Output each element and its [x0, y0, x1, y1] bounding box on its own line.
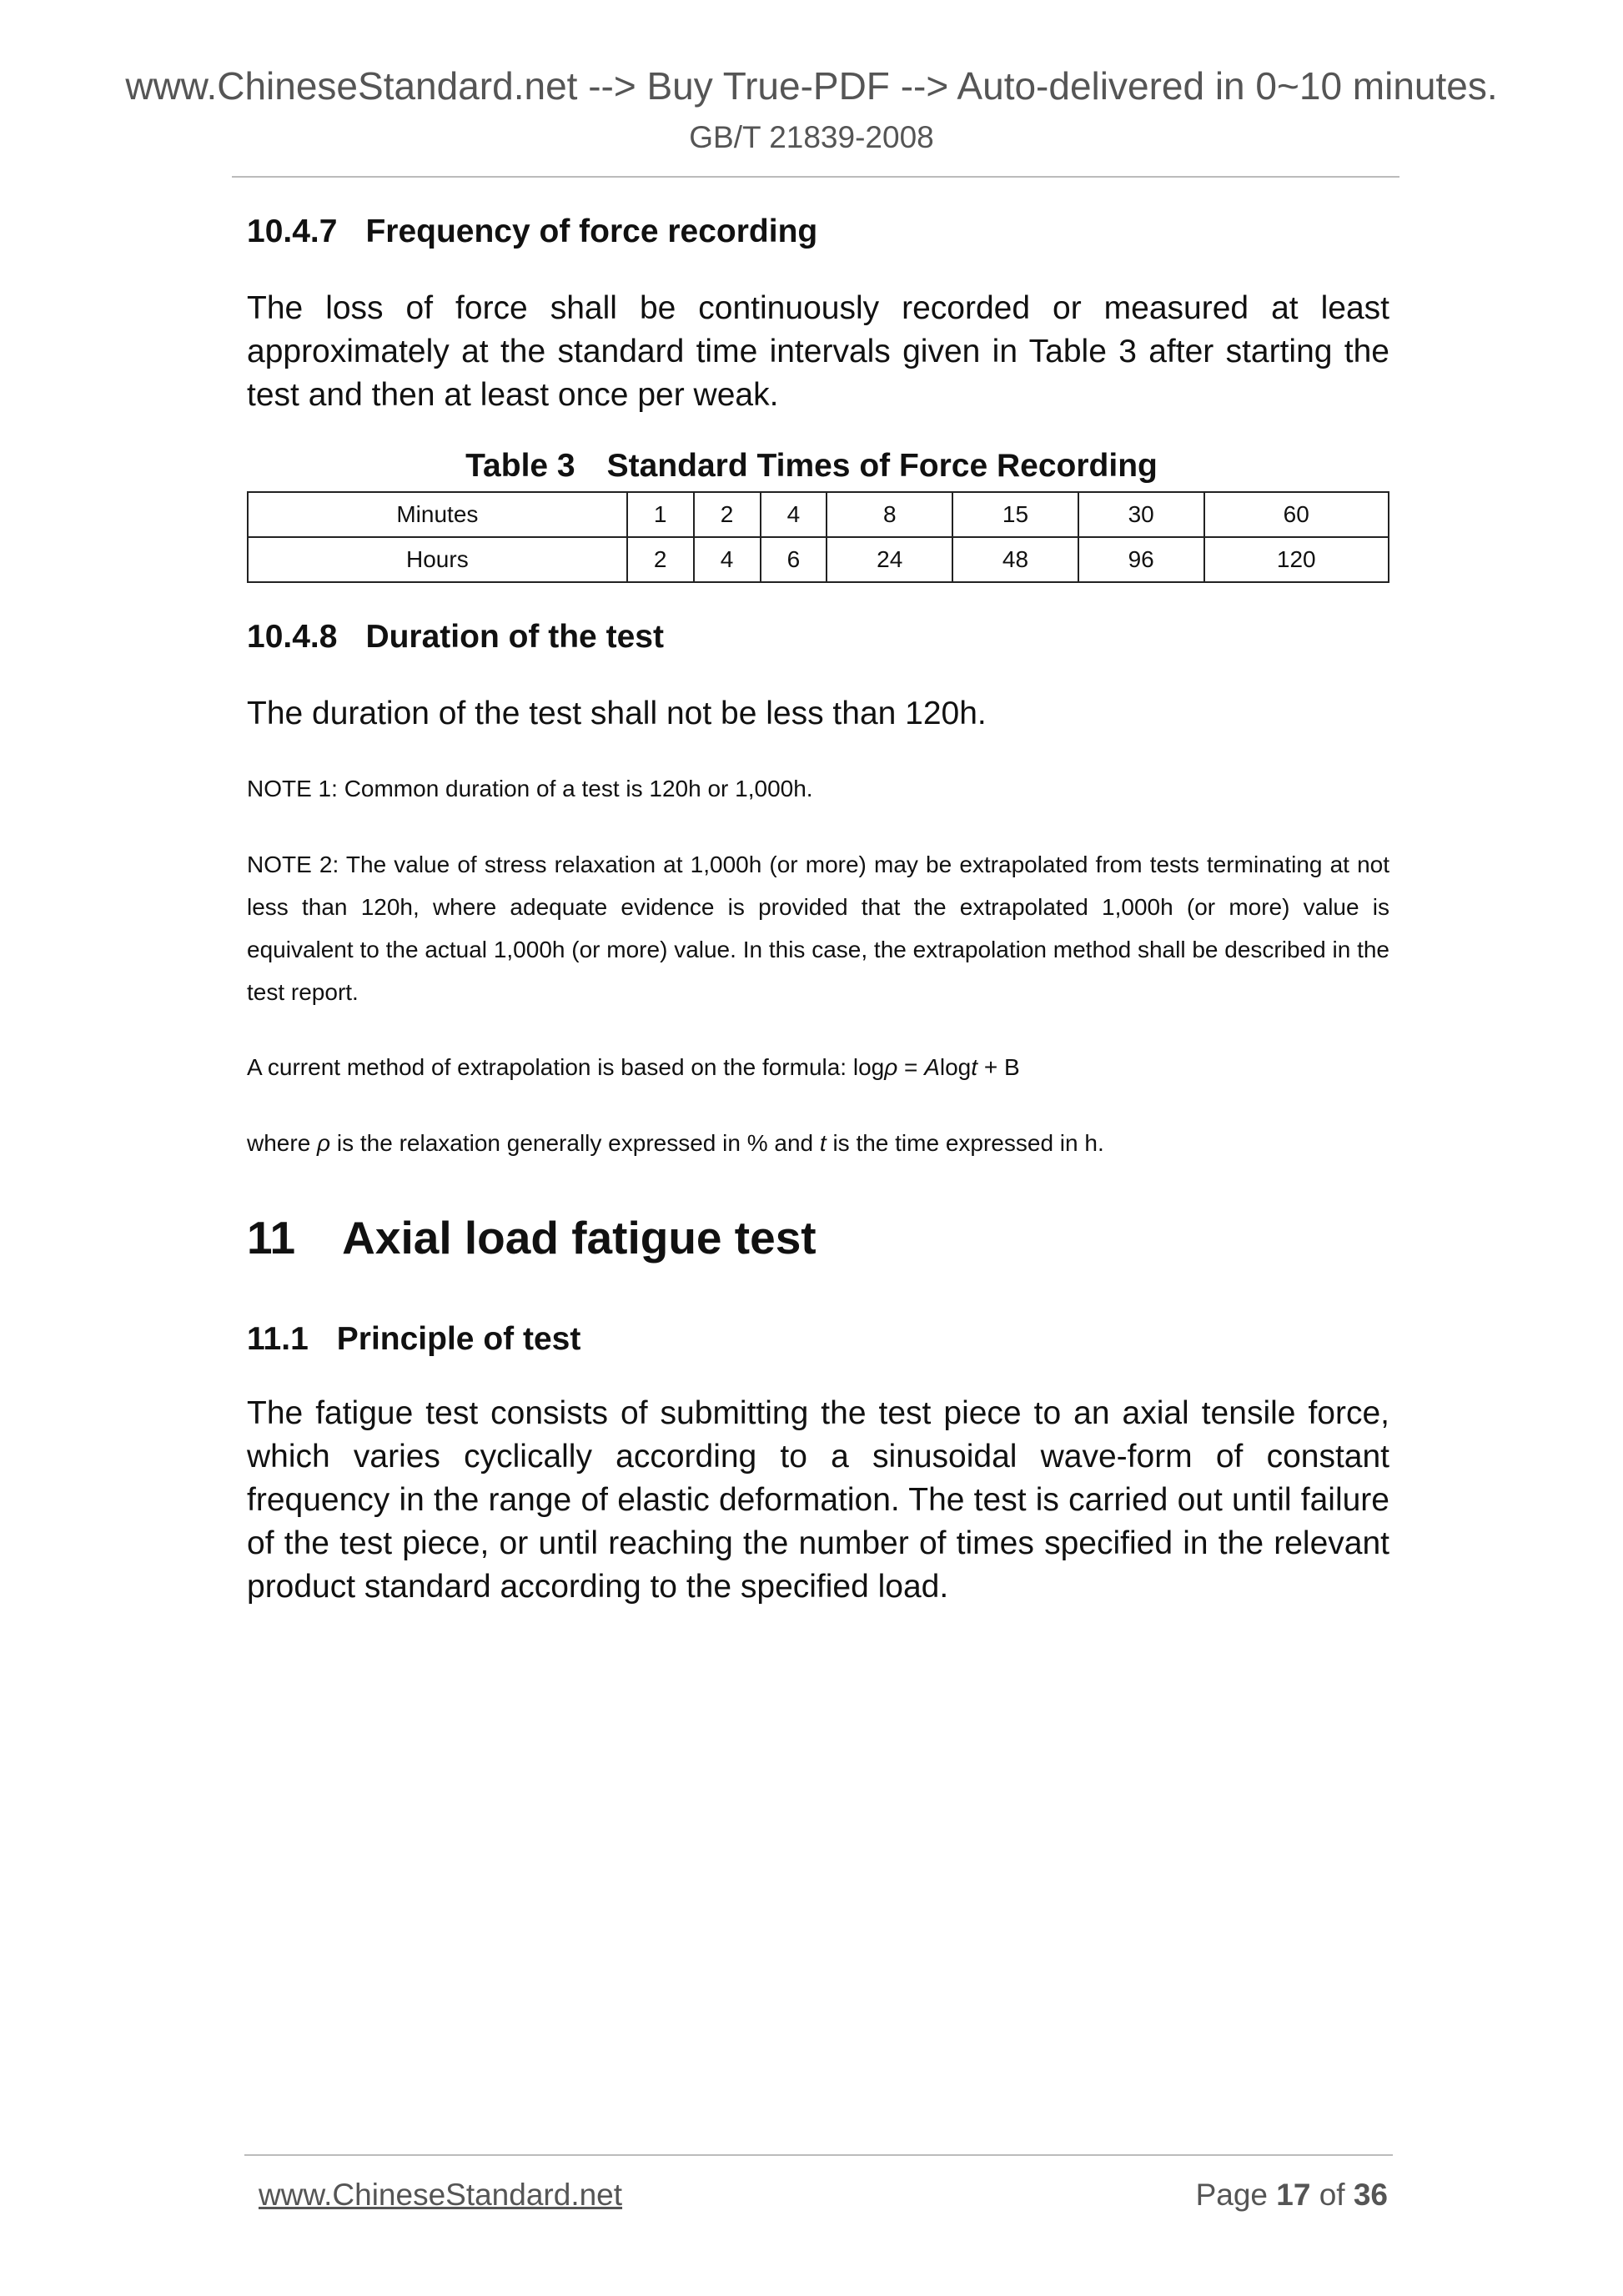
section-number: 10.4.8: [247, 619, 338, 655]
table-number: Table 3: [465, 448, 575, 484]
formula-t: t: [971, 1054, 978, 1080]
table-cell: Minutes: [248, 492, 627, 537]
table-title: Standard Times of Force Recording: [606, 448, 1158, 484]
where-text: is the time expressed in h.: [826, 1130, 1104, 1156]
table-cell: Hours: [248, 537, 627, 582]
note-2: NOTE 2: The value of stress relaxation at 1,000h (or more) may be extrapolated from tests terminating at not less than 120h, where adequate evidence is provided that the extrapolated 1,000h (or more) value is equivalent to the actual 1,000h (or more) value. In this case, the extrapolation method shall be described in the test report.: [247, 852, 1389, 1005]
formula-line: [247, 1046, 1389, 1088]
paragraph-frequency: The loss of force shall be continuously recorded or measured at least approximately at the standard time intervals given in Table 3 after starting the test and then at least once per weak.: [247, 290, 1389, 413]
formula-eq: =: [897, 1054, 925, 1080]
table-cell: 120: [1204, 537, 1389, 582]
formula-a: A: [924, 1054, 940, 1080]
table-caption: [0, 448, 1623, 485]
table-cell: 2: [694, 492, 761, 537]
heading-10-4-7: [247, 214, 817, 250]
formula-log: log: [939, 1054, 972, 1080]
table-row: [248, 492, 1389, 537]
where-rho: ρ: [317, 1130, 331, 1156]
page-of: of: [1310, 2178, 1354, 2212]
table-cell: 6: [761, 537, 827, 582]
page-number: [1196, 2178, 1388, 2213]
table-cell: 96: [1078, 537, 1204, 582]
header-divider: [232, 176, 1399, 178]
heading-10-4-8: [247, 619, 664, 656]
table-row: [248, 537, 1389, 582]
formula-intro: A current method of extrapolation is based on the formula: log: [247, 1054, 885, 1080]
page-prefix: Page: [1195, 2178, 1277, 2212]
heading-11-1: [247, 1321, 580, 1358]
section-number: 11.1: [247, 1321, 309, 1357]
section-title: Duration of the test: [365, 619, 664, 655]
header-banner: www.ChineseStandard.net --> Buy True-PDF --> Auto-delivered in 0~10 minutes.: [125, 64, 1498, 108]
where-t: t: [819, 1130, 827, 1156]
section-title: Principle of test: [336, 1321, 581, 1357]
section-title: Axial load fatigue test: [342, 1212, 817, 1264]
page-total: 36: [1353, 2178, 1388, 2212]
standard-id: GB/T 21839-2008: [689, 120, 934, 154]
where-text: where: [247, 1130, 318, 1156]
footer-site-link[interactable]: www.ChineseStandard.net: [259, 2178, 623, 2212]
table-cell: 48: [952, 537, 1078, 582]
page-current: 17: [1276, 2178, 1311, 2212]
paragraph-principle: The fatigue test consists of submitting the test piece to an axial tensile force, which varies cyclically according to a sinusoidal wave-form of constant frequency in the range of elastic deformation. The test is carried out until failure of the test piece, or until reaching the number of times specified in the relevant product standard according to the specified load.: [247, 1395, 1389, 1605]
footer-divider: [244, 2154, 1393, 2156]
table-cell: 8: [827, 492, 952, 537]
paragraph-duration: The duration of the test shall not be less than 120h.: [247, 696, 987, 731]
formula-tail: + B: [977, 1054, 1020, 1080]
section-title: Frequency of force recording: [365, 214, 818, 249]
table-cell: 60: [1204, 492, 1389, 537]
table-cell: 24: [827, 537, 952, 582]
where-text: is the relaxation generally expressed in % and: [330, 1130, 820, 1156]
table-cell: 4: [761, 492, 827, 537]
formula-rho: ρ: [884, 1054, 898, 1080]
section-number: 10.4.7: [247, 214, 338, 249]
formula-explanation: [247, 1122, 1389, 1164]
table-cell: 2: [627, 537, 694, 582]
table-cell: 30: [1078, 492, 1204, 537]
heading-11: [247, 1211, 817, 1264]
table-cell: 4: [694, 537, 761, 582]
note-1: NOTE 1: Common duration of a test is 120h or 1,000h.: [247, 776, 813, 801]
table-cell: 1: [627, 492, 694, 537]
section-number: 11: [247, 1212, 296, 1264]
recording-times-table: [247, 491, 1389, 583]
table-cell: 15: [952, 492, 1078, 537]
